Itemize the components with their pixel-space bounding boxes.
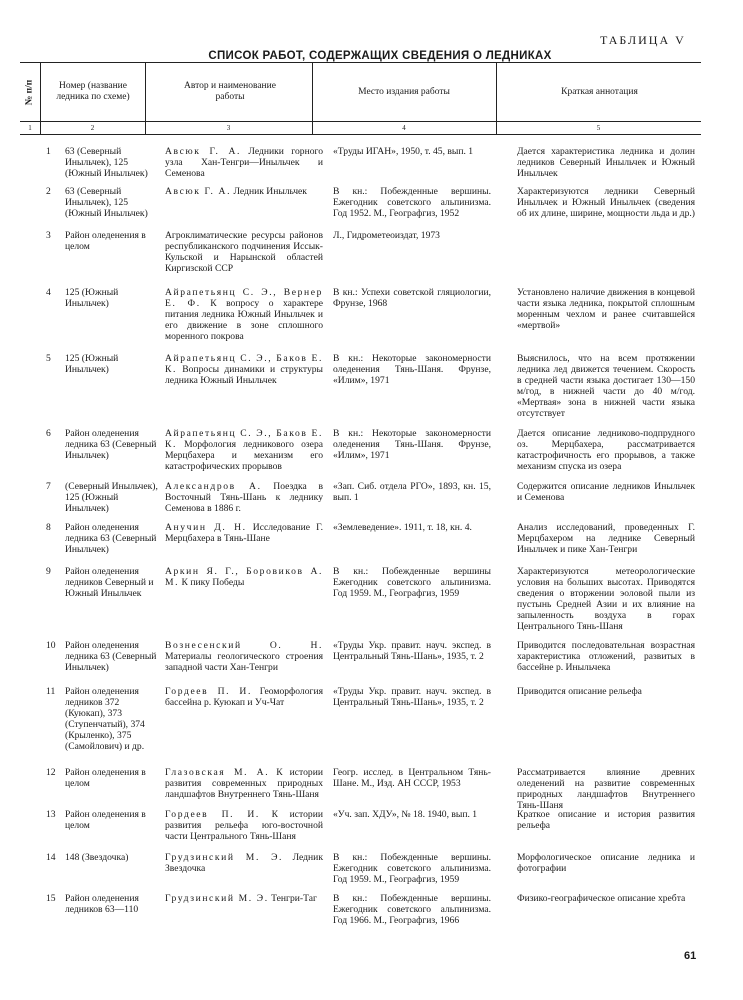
row-number: 6 xyxy=(46,428,51,439)
row-number: 14 xyxy=(46,852,56,863)
author-and-title xyxy=(165,686,323,708)
annotation: Анализ исследований, проведенных Г. Мерцбахером на леднике Северный Иныльчек и пике Хан-Тенгри xyxy=(517,522,695,555)
author-name: Айрапетьянц С. Э., Баков Е. К. xyxy=(165,353,323,375)
glacier-name: Район оледенения ледника 63 (Северный Иныльчек) xyxy=(65,640,157,673)
author-name: Айрапетьянц С. Э., Вернер Е. Ф. xyxy=(165,287,323,309)
row-number: 1 xyxy=(46,146,51,157)
column-number: 4 xyxy=(402,124,406,132)
author-and-title xyxy=(165,230,323,274)
publication-place: В кн.: Некоторые закономерности оледенения Тянь-Шаня. Фрунзе, «Илим», 1971 xyxy=(333,428,491,461)
work-title: К истории развития современных природных ландшафтов Внутреннего Тянь-Шаня xyxy=(165,767,323,800)
row-number: 4 xyxy=(46,287,51,298)
column-header-annotation: Краткая аннотация xyxy=(561,86,638,97)
row-number: 13 xyxy=(46,809,56,820)
column-number: 2 xyxy=(90,124,95,132)
glacier-name: 125 (Южный Иныльчек) xyxy=(65,287,119,309)
work-title: Материалы геологического строения западной части Хан-Тенгри xyxy=(165,651,323,673)
row-number: 9 xyxy=(46,566,51,577)
glacier-name: Район оледенения ледников 372 (Куюкап), 373 (Ступенчатый), 374 (Крыленко), 375 (Самойлович) и др. xyxy=(65,686,145,752)
row-number: 7 xyxy=(46,481,51,492)
work-title: К истории развития рельефа юго-восточной части Центрального Тянь-Шаня xyxy=(165,809,323,842)
author-name: Аркин Я. Г., Боровиков А. М. xyxy=(165,566,323,588)
author-name: Грудзинский М. Э. xyxy=(165,893,269,904)
work-title: К вопросу о характере питания ледника Южный Иныльчек и его движение в зоне сплошного моренного покрова xyxy=(165,298,323,342)
annotation: Содержится описание ледников Иныльчек и Семенова xyxy=(517,481,695,503)
glacier-name: Район оледенения ледников Северный и Южный Иныльчек xyxy=(65,566,154,599)
work-title: К пику Победы xyxy=(181,577,245,588)
annotation: Рассматривается влияние древних оледенений на развитие современных природных ландшафтов Внутреннего Тянь-Шаня xyxy=(517,767,695,811)
column-header-glacier: Номер (название ледника по схеме) xyxy=(56,81,130,102)
annotation: Морфологическое описание ледника и фотографии xyxy=(517,852,695,874)
annotation: Физико-географическое описание хребта xyxy=(517,893,686,904)
row-number: 10 xyxy=(46,640,56,651)
table-header xyxy=(20,62,701,135)
row-number: 11 xyxy=(46,686,56,697)
publication-place: «Труды ИГАН», 1950, т. 45, вып. 1 xyxy=(333,146,474,157)
glacier-name: 125 (Южный Иныльчек) xyxy=(65,353,119,375)
publication-place: Л., Гидрометеоиздат, 1973 xyxy=(333,230,440,241)
column-number: 3 xyxy=(226,124,231,132)
author-name: Гордеев П. И. xyxy=(165,686,252,697)
table-tag: ТАБЛИЦА V xyxy=(600,33,686,47)
annotation: Дается характеристика ледника и долин ледников Северный Иныльчек и Южный Иныльчек xyxy=(517,146,695,179)
annotation: Дается описание ледниково-подпрудного оз. Мерцбахера, рассматривается катастрофичность его прорывов, а также механизм спуска из озера xyxy=(517,428,695,472)
publication-place: В кн.: Побежденные вершины. Ежегодник советского альпинизма. Год 1952. М., Географгиз, 1952 xyxy=(333,186,491,219)
work-title: Геоморфология бассейна р. Куюкап и Уч-Чат xyxy=(165,686,323,708)
publication-place: В кн.: Побежденные вершины Ежегодник советского альпинизма. Год 1959. М., Географгиз, 1959 xyxy=(333,566,491,599)
author-name: Гордеев П. И. xyxy=(165,809,260,820)
column-number: 5 xyxy=(596,124,601,132)
author-name: Грудзинский М. Э. xyxy=(165,852,284,863)
column-number: 1 xyxy=(28,124,32,132)
author-and-title xyxy=(165,566,323,588)
author-name: Глазовская М. А. xyxy=(165,767,270,778)
author-and-title xyxy=(165,287,323,342)
author-and-title xyxy=(165,353,323,386)
row-number: 2 xyxy=(46,186,51,197)
column-header-number: № п/п xyxy=(24,79,35,105)
row-number: 8 xyxy=(46,522,51,533)
publication-place: В кн.: Некоторые закономерности оледенения Тянь-Шаня. Фрунзе, «Илим», 1971 xyxy=(333,353,491,386)
glacier-name: Район оледенения ледников 63—110 xyxy=(65,893,139,915)
glacier-name: (Северный Иныльчек), 125 (Южный Иныльчек) xyxy=(65,481,158,514)
author-name: Авсюк Г. А. xyxy=(165,186,232,197)
annotation: Приводится описание рельефа xyxy=(517,686,642,697)
work-title: Ледник Звездочка xyxy=(165,852,323,874)
author-and-title xyxy=(165,428,323,472)
annotation: Установлено наличие движения в концевой части языка ледника, покрытой сплошным моренным чехлом и ранее считавшейся «мертвой» xyxy=(517,287,695,331)
work-title: Тенгри-Таг xyxy=(271,893,317,904)
glacier-name: 63 (Северный Иныльчек), 125 (Южный Иныльчек) xyxy=(65,186,148,219)
publication-place: «Зап. Сиб. отдела РГО», 1893, кн. 15, вып. 1 xyxy=(333,481,491,503)
publication-place: Геогр. исслед. в Центральном Тянь-Шане. М., Изд. АН СССР, 1953 xyxy=(333,767,491,789)
glacier-name: Район оледенения ледника 63 (Северный Иныльчек) xyxy=(65,428,157,461)
work-title: Поездка в Восточный Тянь-Шань к леднику Семенова в 1886 г. xyxy=(165,481,324,514)
column-header-author: Автор и наименование работы xyxy=(184,81,276,102)
author-and-title xyxy=(165,146,323,179)
annotation: Характеризуются метеорологические условия на больших высотах. Приводятся сведения о вторжении эоловой пыли из пустынь Средней Азии и их влияние на запыленность воздуха в горах Центрального Тянь-Шаня xyxy=(517,566,695,632)
author-and-title xyxy=(165,522,323,544)
author-and-title xyxy=(165,481,323,514)
column-header-place: Место издания работы xyxy=(358,86,450,97)
publication-place: В кн.: Побежденные вершины. Ежегодник советского альпинизма. Год 1966. М., Географгиз, 1966 xyxy=(333,893,491,926)
glacier-name: Район оледенения в целом xyxy=(65,230,146,252)
work-title: Ледник Иныльчек xyxy=(233,186,307,197)
publication-place: «Труды Укр. правит. науч. экспед. в Центральный Тянь-Шань», 1935, т. 2 xyxy=(333,686,491,708)
glacier-name: Район оледенения ледника 63 (Северный Иныльчек) xyxy=(65,522,157,555)
glacier-name: Район оледенения в целом xyxy=(65,809,146,831)
publication-place: В кн.: Успехи советской гляциологии, Фрунзе, 1968 xyxy=(333,287,491,309)
row-number: 15 xyxy=(46,893,56,904)
author-name: Анучин Д. Н. xyxy=(165,522,247,533)
glacier-name: Район оледенения в целом xyxy=(65,767,146,789)
author-and-title xyxy=(165,893,323,904)
author-name: Александров А. xyxy=(165,481,262,492)
page-title: СПИСОК РАБОТ, СОДЕРЖАЩИХ СВЕДЕНИЯ О ЛЕДНИКАХ xyxy=(208,50,552,62)
author-and-title xyxy=(165,809,323,842)
author-and-title xyxy=(165,640,323,673)
row-number: 5 xyxy=(46,353,51,364)
work-title: Агроклиматические ресурсы районов республиканского подчинения Иссык-Кульской и Нарынской областей Киргизской ССР xyxy=(165,230,323,274)
annotation: Характеризуются ледники Северный Иныльчек и Южный Иныльчек (сведения об их длине, ширине, мощности льда и др.) xyxy=(517,186,695,219)
author-name: Авсюк Г. А. xyxy=(165,146,242,157)
annotation: Приводится последовательная возрастная характеристика отложений, развитых в бассейне р. Иныльчека xyxy=(517,640,695,673)
work-title: Ледники горного узла Хан-Тенгри—Иныльчек и Семенова xyxy=(165,146,323,179)
annotation: Краткое описание и история развития рельефа xyxy=(517,809,695,831)
row-number: 12 xyxy=(46,767,56,778)
work-title: Вопросы динамики и структуры ледника Южный Иныльчек xyxy=(165,364,323,386)
author-and-title xyxy=(165,767,323,800)
glacier-name: 148 (Звездочка) xyxy=(65,852,129,863)
author-name: Вознесенский О. Н. xyxy=(165,640,323,651)
page-number: 61 xyxy=(684,950,697,962)
author-and-title xyxy=(165,186,323,197)
author-name: Айрапетьянц С. Э., Баков Е. К. xyxy=(165,428,323,450)
work-title: Исследование Г. Мерцбахера в Тянь-Шане xyxy=(165,522,323,544)
glacier-name: 63 (Северный Иныльчек), 125 (Южный Иныльчек) xyxy=(65,146,148,179)
author-and-title xyxy=(165,852,323,874)
publication-place: В кн.: Побежденные вершины. Ежегодник советского альпинизма. Год 1959. М., Географгиз, 1959 xyxy=(333,852,491,885)
publication-place: «Землеведение». 1911, т. 18, кн. 4. xyxy=(333,522,472,533)
publication-place: «Уч. зап. ХДУ», № 18. 1940, вып. 1 xyxy=(333,809,478,820)
work-title: Морфология ледникового озера Мерцбахера и механизм его катастрофических прорывов xyxy=(165,439,323,472)
row-number: 3 xyxy=(46,230,51,241)
annotation: Выяснилось, что на всем протяжении ледника лед движется течением. Скорость в средней части языка достигает 130—150 м/год, в нижней части до 40 м/год. «Мертвая» зона в нижней части языка отсутствует xyxy=(517,353,695,419)
publication-place: «Труды Укр. правит. науч. экспед. в Центральный Тянь-Шань», 1935, т. 2 xyxy=(333,640,491,662)
